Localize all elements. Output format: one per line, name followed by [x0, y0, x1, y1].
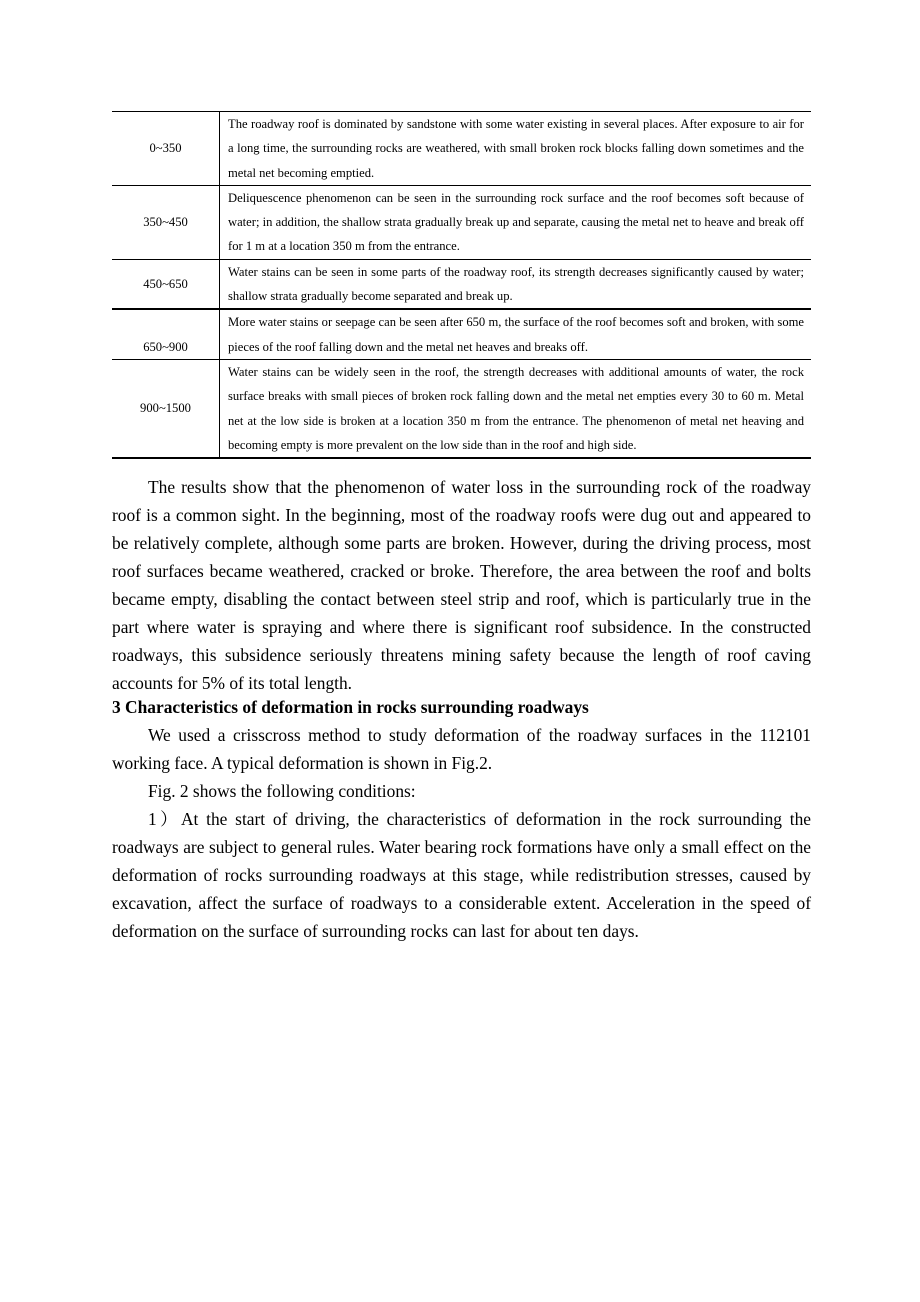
table-row [112, 259, 811, 309]
results-paragraph: The results show that the phenomenon of water loss in the surrounding rock of the roadway roof is a common sight. In the beginning, most of the roadway roofs were dug out and appeared to be relatively complete, although some parts are broken. However, during the driving process, most roof surfaces became weathered, cracked or broke. Therefore, the area between the roof and bolts became empty, disabling the contact between steel strip and roof, which is particularly true in the part where water is spraying and where there is significant roof subsidence. In the constructed roadways, this subsidence seriously threatens mining safety because the length of roof caving accounts for 5% of its total length. [112, 477, 811, 693]
table-row [112, 112, 811, 186]
distance-cell: 450~650 [112, 259, 220, 309]
table-row [112, 185, 811, 259]
distance-cell: 900~1500 [112, 359, 220, 458]
section-heading: 3 Characteristics of deformation in rocks surrounding roadways [112, 697, 589, 718]
description-cell: The roadway roof is dominated by sandstone with some water existing in several places. After exposure to air for a long time, the surrounding rocks are weathered, with small broken rock blocks falling down sometimes and the metal net becoming emptied. [228, 117, 804, 180]
description-cell: More water stains or seepage can be seen after 650 m, the surface of the roof becomes soft and broken, with some pieces of the roof falling down and the metal net heaves and breaks off. [228, 315, 804, 354]
table-row [112, 359, 811, 458]
document-page [112, 111, 811, 946]
method-paragraph: We used a crisscross method to study deformation of the roadway surfaces in the 112101 working face. A typical deformation is shown in Fig.2. [112, 725, 811, 774]
condition-1-paragraph: 1）At the start of driving, the characteristics of deformation in the rock surrounding the roadways are subject to general rules. Water bearing rock formations have only a small effect on the deformation of rocks surrounding roadways at this stage, while redistribution stresses, caused by excavation, affect the surface of roadways to a considerable extent. Acceleration in the speed of deformation on the surface of surrounding rocks can last for about ten days. [112, 809, 811, 941]
distance-cell: 350~450 [112, 185, 220, 259]
distance-cell: 0~350 [112, 112, 220, 186]
description-cell: Water stains can be seen in some parts of the roadway roof, its strength decreases significantly caused by water; shallow strata gradually become separated and break up. [228, 264, 804, 304]
figure-intro-paragraph: Fig. 2 shows the following conditions: [148, 781, 416, 802]
roof-observation-table [112, 111, 811, 459]
table-row [112, 309, 811, 359]
distance-cell: 650~900 [112, 309, 220, 359]
description-cell: Water stains can be widely seen in the roof, the strength decreases with additional amounts of water, the rock surface breaks with small pieces of broken rock falling down and the metal net empties every 30 to 60 m. Metal net at the low side is broken at a location 350 m from the entrance. The phenomenon of metal net heaving and becoming empty is more prevalent on the low side than in the roof and high side. [228, 364, 804, 452]
description-cell: Deliquescence phenomenon can be seen in the surrounding rock surface and the roof becomes soft because of water; in addition, the shallow strata gradually break up and separate, causing the metal net to heave and break off for 1 m at a location 350 m from the entrance. [228, 190, 804, 254]
